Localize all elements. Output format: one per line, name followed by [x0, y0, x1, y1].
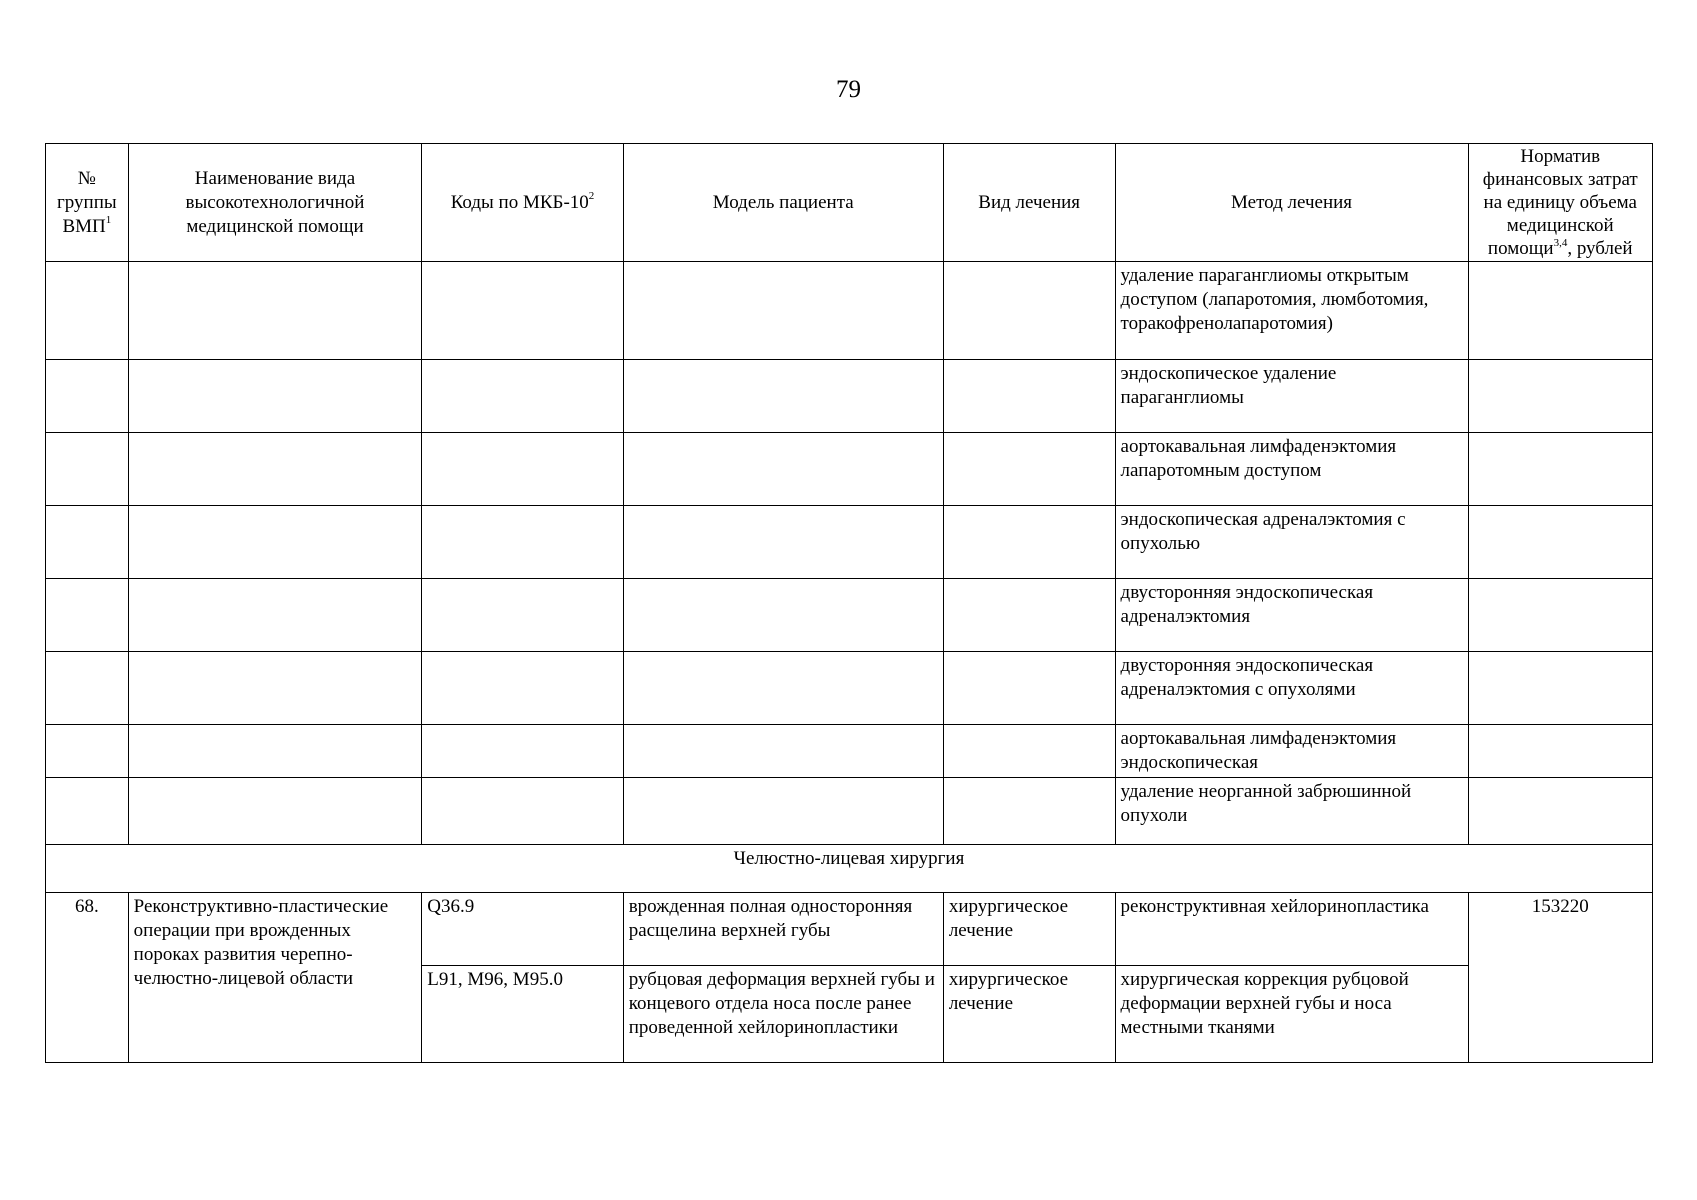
- table-row: [46, 652, 1653, 725]
- table-row: [46, 262, 1653, 360]
- group-number: 68.: [46, 893, 129, 1063]
- header-treatment-method: Метод лечения: [1115, 144, 1468, 262]
- cost-norm: 153220: [1468, 893, 1652, 1063]
- header-group-number: [46, 144, 129, 262]
- method-cell: удаление параганглиомы открытым доступом (лапаротомия, люмботомия, торакофренолапаротомия): [1115, 262, 1468, 360]
- header-group-number-line3: ВМП: [62, 215, 106, 237]
- patient-model: рубцовая деформация верхней губы и концевого отдела носа после ранее проведенной хейлоринопластики: [623, 966, 943, 1063]
- method-cell: удаление неорганной забрюшинной опухоли: [1115, 778, 1468, 845]
- table-row: [46, 893, 1653, 966]
- treatment-type: хирургическое лечение: [943, 893, 1115, 966]
- footnote-2: 2: [588, 190, 595, 203]
- method-cell: реконструктивная хейлоринопластика: [1115, 893, 1468, 966]
- vmp-table: [45, 143, 1653, 1063]
- table-row: [46, 725, 1653, 778]
- header-treatment-type: Вид лечения: [943, 144, 1115, 262]
- section-row: [46, 845, 1653, 893]
- patient-model: врожденная полная односторонняя расщелина верхней губы: [623, 893, 943, 966]
- method-cell: аортокавальная лимфаденэктомия эндоскопическая: [1115, 725, 1468, 778]
- footnote-3-4: 3,4: [1553, 236, 1568, 249]
- section-title: Челюстно-лицевая хирургия: [46, 845, 1653, 893]
- header-patient-model: Модель пациента: [623, 144, 943, 262]
- footnote-1: 1: [105, 214, 112, 227]
- header-group-number-line1: №: [77, 167, 96, 189]
- method-cell: эндоскопическое удаление параганглиомы: [1115, 360, 1468, 433]
- treatment-type: хирургическое лечение: [943, 966, 1115, 1063]
- header-cost-norm: [1468, 144, 1652, 262]
- header-icd-codes-label: Коды по МКБ-10: [450, 191, 589, 213]
- icd-codes: L91, M96, M95.0: [422, 966, 623, 1063]
- method-cell: эндоскопическая адреналэктомия с опухолью: [1115, 506, 1468, 579]
- table-row: [46, 506, 1653, 579]
- method-cell: аортокавальная лимфаденэктомия лапаротомным доступом: [1115, 433, 1468, 506]
- table-row: [46, 433, 1653, 506]
- method-cell: хирургическая коррекция рубцовой деформации верхней губы и носа местными тканями: [1115, 966, 1468, 1063]
- header-icd-codes: [422, 144, 623, 262]
- page-number: 79: [836, 76, 861, 103]
- header-group-number-line2: группы: [57, 191, 117, 213]
- header-cost-norm-tail: , рублей: [1567, 238, 1633, 259]
- method-cell: двусторонняя эндоскопическая адреналэктомия: [1115, 579, 1468, 652]
- table-header-row: [46, 144, 1653, 262]
- table-row: [46, 579, 1653, 652]
- header-cost-norm-label: Норматив финансовых затрат на единицу объема медицинской помощи: [1482, 146, 1638, 259]
- header-service-name: Наименование вида высокотехнологичной медицинской помощи: [128, 144, 422, 262]
- table-row: [46, 778, 1653, 845]
- service-name: Реконструктивно-пластические операции при врожденных пороках развития черепно-челюстно-лицевой области: [128, 893, 422, 1063]
- method-cell: двусторонняя эндоскопическая адреналэктомия с опухолями: [1115, 652, 1468, 725]
- icd-codes: Q36.9: [422, 893, 623, 966]
- table-row: [46, 360, 1653, 433]
